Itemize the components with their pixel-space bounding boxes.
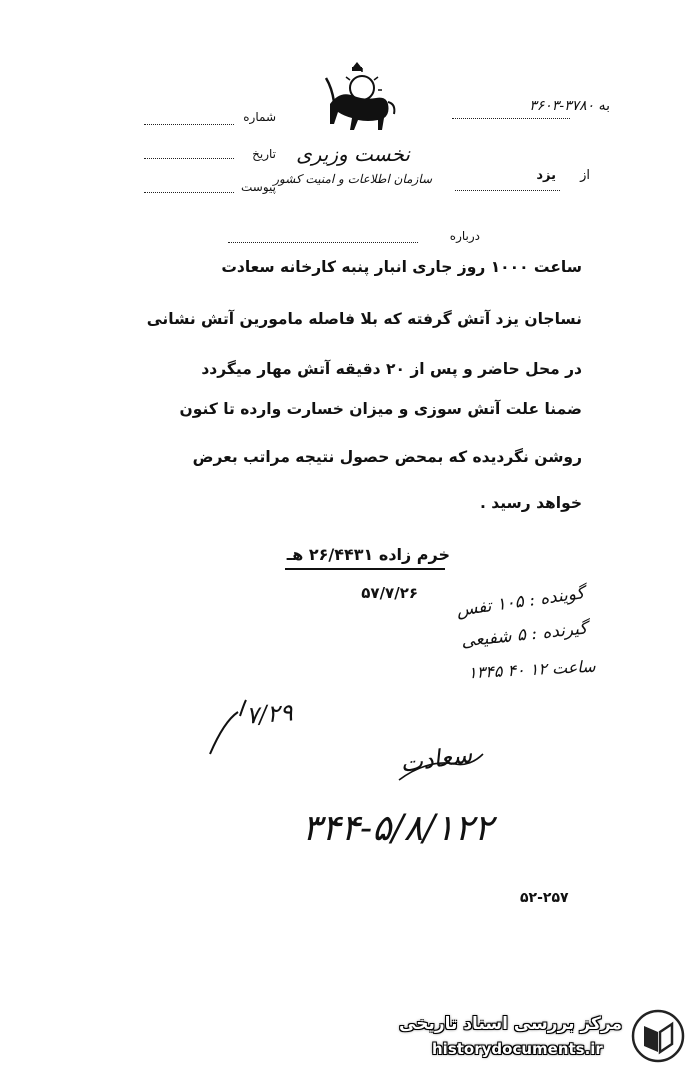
body-line-5: روشن نگردیده که بمحض حصول نتیجه مراتب بعرض [192, 448, 582, 466]
date-label: تاریخ [252, 147, 276, 161]
body-line-6: خواهد رسید . [479, 494, 582, 512]
handwritten-sender: گوینده : ۱۰۵ تفس [455, 583, 586, 621]
org-title: نخست وزیری [296, 142, 410, 166]
lion-and-sun-emblem [316, 58, 398, 136]
org-subtitle: سازمان اطلاعات و امنیت کشور [273, 172, 432, 186]
body-line-2: نساجان یزد آتش گرفته که بلا فاصله مامورین آتش نشانی [146, 310, 582, 328]
handwritten-margin-date: ۷/۲۹ [245, 698, 294, 730]
body-line-4: ضمنا علت آتش سوزی و میزان خسارت وارده تا کنون [179, 400, 582, 418]
from-value: یزد [536, 168, 556, 183]
watermark-url: historydocuments.ir [432, 1040, 603, 1058]
subject-field-line [228, 242, 418, 243]
attachment-field-line [144, 192, 234, 193]
to-field-line [452, 118, 570, 119]
from-line [450, 168, 590, 183]
attachment-label: پیوست [241, 180, 276, 194]
to-label: به [598, 98, 610, 114]
handwritten-receiver: گیرنده : ۵ شفیعی [460, 618, 589, 652]
margin-stroke [206, 690, 316, 760]
handwritten-reference-number: ۳۴۴-۵/۸/۱۲۲ [302, 808, 494, 849]
to-value: ۳۷۸۰-۳۶۰۳ [529, 98, 595, 114]
handwritten-signature: سعادت [398, 740, 474, 778]
to-line [440, 98, 610, 114]
body-line-3: در محل حاضر و پس از ۲۰ دقیقه آتش مهار میگردد [201, 360, 582, 378]
document-code: ۵۲-۲۵۷ [520, 890, 569, 906]
number-label: شماره [243, 110, 276, 124]
subject-label: درباره [449, 229, 480, 243]
date-field-line [144, 158, 234, 159]
handwritten-time: ساعت ۱۲ ۴۰ ۱۳۴۵ [468, 656, 597, 683]
from-label: از [580, 168, 590, 183]
watermark-title: مرکز بررسی اسناد تاریخی [399, 1014, 622, 1034]
body-line-1: ساعت ۱۰۰۰ روز جاری انبار پنبه کارخانه سعادت [221, 258, 582, 276]
signature-flourish [395, 750, 485, 790]
cable-number: خرم زاده ۲۶/۴۴۳۱ هـ [286, 545, 450, 564]
cable-date: ۵۷/۷/۲۶ [361, 584, 418, 602]
from-field-line [455, 190, 560, 191]
book-logo-icon [630, 1008, 686, 1064]
number-field-line [144, 124, 234, 125]
cable-underline [285, 568, 445, 570]
